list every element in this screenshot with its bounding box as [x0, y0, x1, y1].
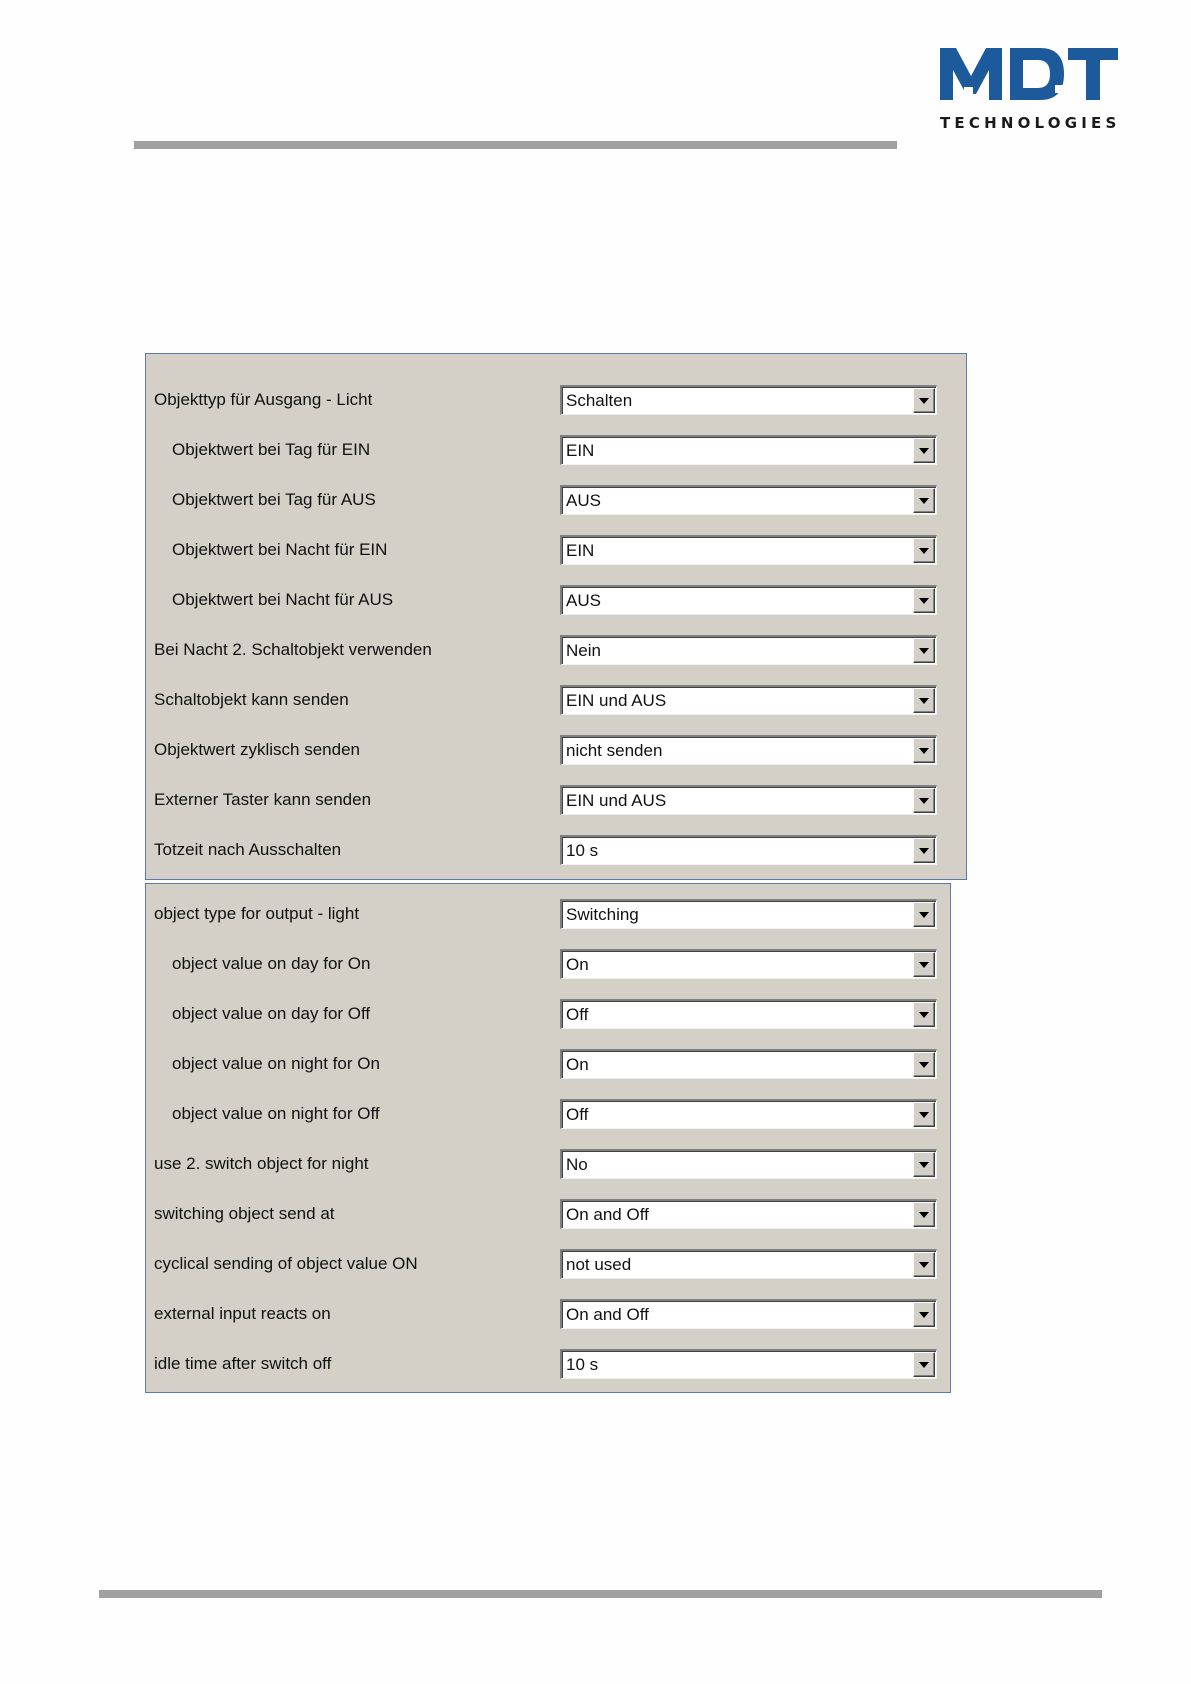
parameter-dropdown[interactable] [560, 1299, 937, 1329]
dropdown-button[interactable] [913, 638, 935, 663]
parameter-label: external input reacts on [154, 1304, 331, 1323]
chevron-down-icon [919, 1112, 929, 1118]
parameter-dropdown[interactable] [560, 1349, 937, 1379]
parameter-row [146, 785, 966, 815]
parameter-row [146, 949, 950, 979]
chevron-down-icon [919, 498, 929, 504]
parameter-row [146, 1299, 950, 1329]
parameter-label: Objekttyp für Ausgang - Licht [154, 390, 373, 409]
parameter-label: object value on day for Off [172, 1004, 371, 1023]
parameter-row [146, 1149, 950, 1179]
dropdown-value: EIN [566, 441, 595, 460]
dropdown-button[interactable] [913, 902, 935, 927]
parameter-row [146, 485, 966, 515]
dropdown-value: 10 s [566, 841, 599, 860]
header-divider [134, 141, 897, 149]
parameter-label: Externer Taster kann senden [154, 790, 372, 809]
dropdown-button[interactable] [913, 738, 935, 763]
parameter-row [146, 435, 966, 465]
parameter-label: use 2. switch object for night [154, 1154, 369, 1173]
dropdown-value: Off [566, 1005, 589, 1024]
parameter-dropdown[interactable] [560, 435, 937, 465]
parameter-row [146, 535, 966, 565]
chevron-down-icon [919, 1062, 929, 1068]
parameter-row [146, 1049, 950, 1079]
parameter-label: Objektwert bei Tag für AUS [172, 490, 376, 509]
parameter-dropdown[interactable] [560, 585, 937, 615]
dropdown-value: EIN und AUS [566, 791, 667, 810]
dropdown-button[interactable] [913, 1152, 935, 1177]
mdt-logo [940, 44, 1121, 134]
dropdown-value: not used [566, 1255, 632, 1274]
dropdown-button[interactable] [913, 1302, 935, 1327]
dropdown-value: EIN [566, 541, 595, 560]
chevron-down-icon [919, 1012, 929, 1018]
dropdown-value: Switching [566, 905, 639, 924]
dropdown-button[interactable] [913, 1052, 935, 1077]
parameter-panel-german [145, 353, 967, 880]
chevron-down-icon [919, 448, 929, 454]
chevron-down-icon [919, 648, 929, 654]
footer-divider [99, 1590, 1102, 1598]
dropdown-button[interactable] [913, 538, 935, 563]
dropdown-value: nicht senden [566, 741, 663, 760]
parameter-dropdown[interactable] [560, 385, 937, 415]
parameter-row [146, 1249, 950, 1279]
chevron-down-icon [919, 1162, 929, 1168]
parameter-row [146, 385, 966, 415]
dropdown-button[interactable] [913, 688, 935, 713]
dropdown-value: On and Off [566, 1305, 649, 1324]
parameter-label: cyclical sending of object value ON [154, 1254, 418, 1273]
dropdown-button[interactable] [913, 1002, 935, 1027]
parameter-row [146, 585, 966, 615]
parameter-label: object value on day for On [172, 954, 371, 973]
parameter-dropdown[interactable] [560, 785, 937, 815]
mdt-logo-wordmark [940, 44, 1118, 104]
chevron-down-icon [919, 698, 929, 704]
dropdown-button[interactable] [913, 488, 935, 513]
parameter-dropdown[interactable] [560, 485, 937, 515]
parameter-row [146, 1099, 950, 1129]
dropdown-button[interactable] [913, 1252, 935, 1277]
dropdown-button[interactable] [913, 438, 935, 463]
parameter-row [146, 735, 966, 765]
chevron-down-icon [919, 848, 929, 854]
parameter-label: object type for output - light [154, 904, 360, 923]
parameter-dropdown[interactable] [560, 635, 937, 665]
chevron-down-icon [919, 548, 929, 554]
parameter-row [146, 635, 966, 665]
dropdown-value: AUS [566, 591, 601, 610]
parameter-label: idle time after switch off [154, 1354, 332, 1373]
dropdown-value: On [566, 1055, 589, 1074]
chevron-down-icon [919, 1312, 929, 1318]
parameter-dropdown[interactable] [560, 1199, 937, 1229]
parameter-row [146, 835, 966, 865]
chevron-down-icon [919, 962, 929, 968]
dropdown-value: Off [566, 1105, 589, 1124]
parameter-label: Objektwert bei Tag für EIN [172, 440, 371, 459]
parameter-label: Schaltobjekt kann senden [154, 690, 349, 709]
parameter-dropdown[interactable] [560, 535, 937, 565]
parameter-label: Totzeit nach Ausschalten [154, 840, 342, 859]
chevron-down-icon [919, 1362, 929, 1368]
chevron-down-icon [919, 912, 929, 918]
parameter-label: Bei Nacht 2. Schaltobjekt verwenden [154, 640, 432, 659]
dropdown-button[interactable] [913, 1352, 935, 1377]
logo-subtitle: TECHNOLOGIES [940, 114, 1121, 132]
parameter-dropdown[interactable] [560, 685, 937, 715]
parameter-dropdown[interactable] [560, 735, 937, 765]
parameter-dropdown[interactable] [560, 949, 937, 979]
chevron-down-icon [919, 1262, 929, 1268]
parameter-label: object value on night for Off [172, 1104, 380, 1123]
parameter-row [146, 1349, 950, 1379]
chevron-down-icon [919, 748, 929, 754]
parameter-dropdown[interactable] [560, 835, 937, 865]
parameter-panel-english [145, 883, 951, 1393]
parameter-row [146, 685, 966, 715]
dropdown-button[interactable] [913, 1102, 935, 1127]
parameter-dropdown[interactable] [560, 1099, 937, 1129]
parameter-row [146, 899, 950, 929]
dropdown-button[interactable] [913, 388, 935, 413]
parameter-row [146, 999, 950, 1029]
dropdown-value: 10 s [566, 1355, 599, 1374]
dropdown-value: No [566, 1155, 588, 1174]
dropdown-button[interactable] [913, 588, 935, 613]
parameter-row [146, 1199, 950, 1229]
dropdown-value: EIN und AUS [566, 691, 667, 710]
chevron-down-icon [919, 398, 929, 404]
parameter-label: object value on night for On [172, 1054, 380, 1073]
dropdown-value: Schalten [566, 391, 633, 410]
dropdown-button[interactable] [913, 838, 935, 863]
dropdown-value: AUS [566, 491, 601, 510]
parameter-label: Objektwert bei Nacht für AUS [172, 590, 394, 609]
parameter-label: Objektwert bei Nacht für EIN [172, 540, 388, 559]
chevron-down-icon [919, 798, 929, 804]
parameter-label: Objektwert zyklisch senden [154, 740, 360, 759]
dropdown-value: On and Off [566, 1205, 649, 1224]
chevron-down-icon [919, 598, 929, 604]
parameter-dropdown[interactable] [560, 999, 937, 1029]
chevron-down-icon [919, 1212, 929, 1218]
parameter-dropdown[interactable] [560, 1149, 937, 1179]
parameter-label: switching object send at [154, 1204, 335, 1223]
parameter-dropdown[interactable] [560, 1249, 937, 1279]
parameter-dropdown[interactable] [560, 1049, 937, 1079]
dropdown-button[interactable] [913, 952, 935, 977]
dropdown-button[interactable] [913, 1202, 935, 1227]
dropdown-button[interactable] [913, 788, 935, 813]
dropdown-value: On [566, 955, 589, 974]
parameter-dropdown[interactable] [560, 899, 937, 929]
dropdown-value: Nein [566, 641, 601, 660]
